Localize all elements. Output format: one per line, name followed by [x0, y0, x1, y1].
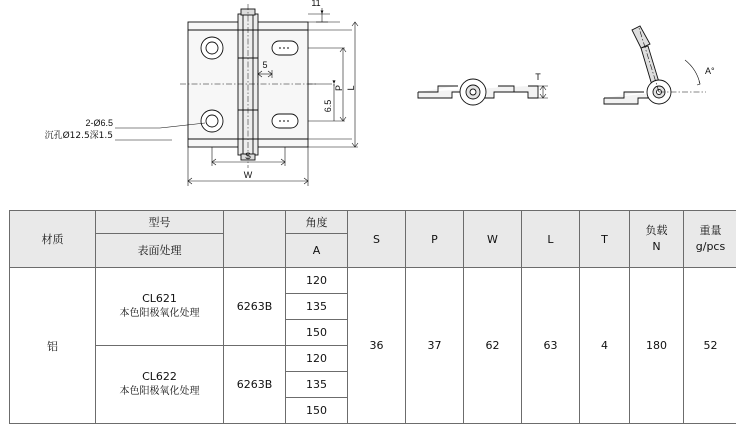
cell-code-1: 6263B [224, 268, 286, 346]
cell-angle: 120 [286, 346, 348, 372]
header-weight-unit: g/pcs [695, 240, 726, 253]
dim-11-label: 11 [311, 0, 321, 8]
cell-surface-2: 本色阳极氧化处理 [119, 386, 200, 398]
cell-angle: 120 [286, 268, 348, 294]
cell-material-value: 铝 [10, 268, 96, 424]
header-weight-label: 重量 [699, 224, 722, 238]
dim-P-label: P [334, 84, 344, 92]
header-surface: 表面处理 [96, 233, 224, 267]
cell-l-value: 63 [522, 268, 580, 424]
cell-angle: 135 [286, 372, 348, 398]
cell-angle: 150 [286, 398, 348, 424]
dim-5-label: 5 [262, 60, 268, 70]
hole-note-line1: 2-Ø6.5 [85, 118, 113, 128]
dim-L-label: L [346, 85, 356, 91]
cell-model-1: CL621 [142, 292, 177, 306]
dim-6-5-label: 6.5 [323, 99, 333, 113]
cell-weight-value: 52 [684, 268, 736, 424]
cell-model-group-2 [96, 346, 224, 424]
cell-w-value: 62 [464, 268, 522, 424]
hole-note-line2: 沉孔Ø12.5深1.5 [44, 131, 113, 141]
side-view-knuckle [460, 79, 486, 105]
cell-model-group-1 [96, 268, 224, 346]
header-load-unit: N [652, 240, 661, 253]
dim-A-angle-label: A° [705, 66, 715, 76]
dim-T-label: T [535, 72, 541, 82]
header-load [630, 211, 684, 268]
table-row [10, 268, 736, 294]
header-material: 材质 [10, 211, 96, 268]
header-angle: 角度 [286, 211, 348, 234]
header-model: 型号 [96, 211, 224, 234]
cell-code-2: 6263B [224, 346, 286, 424]
header-angle-symbol: A [286, 233, 348, 267]
cell-angle: 150 [286, 320, 348, 346]
cell-s-value: 36 [348, 268, 406, 424]
header-w: W [464, 211, 522, 268]
cell-load-value: 180 [630, 268, 684, 424]
cell-p-value: 37 [406, 268, 464, 424]
header-load-label: 负载 [645, 224, 668, 238]
cell-model-2: CL622 [142, 370, 177, 384]
header-p: P [406, 211, 464, 268]
dim-S-label: S [244, 151, 252, 161]
header-s: S [348, 211, 406, 268]
dim-W-label: W [243, 170, 253, 180]
specification-table [9, 210, 736, 424]
cell-t-value: 4 [580, 268, 630, 424]
technical-drawing [0, 0, 736, 206]
header-l: L [522, 211, 580, 268]
header-t: T [580, 211, 630, 268]
header-weight [684, 211, 736, 268]
table-header-row-1 [10, 211, 736, 234]
cell-angle: 135 [286, 294, 348, 320]
cell-surface-1: 本色阳极氧化处理 [119, 308, 200, 320]
